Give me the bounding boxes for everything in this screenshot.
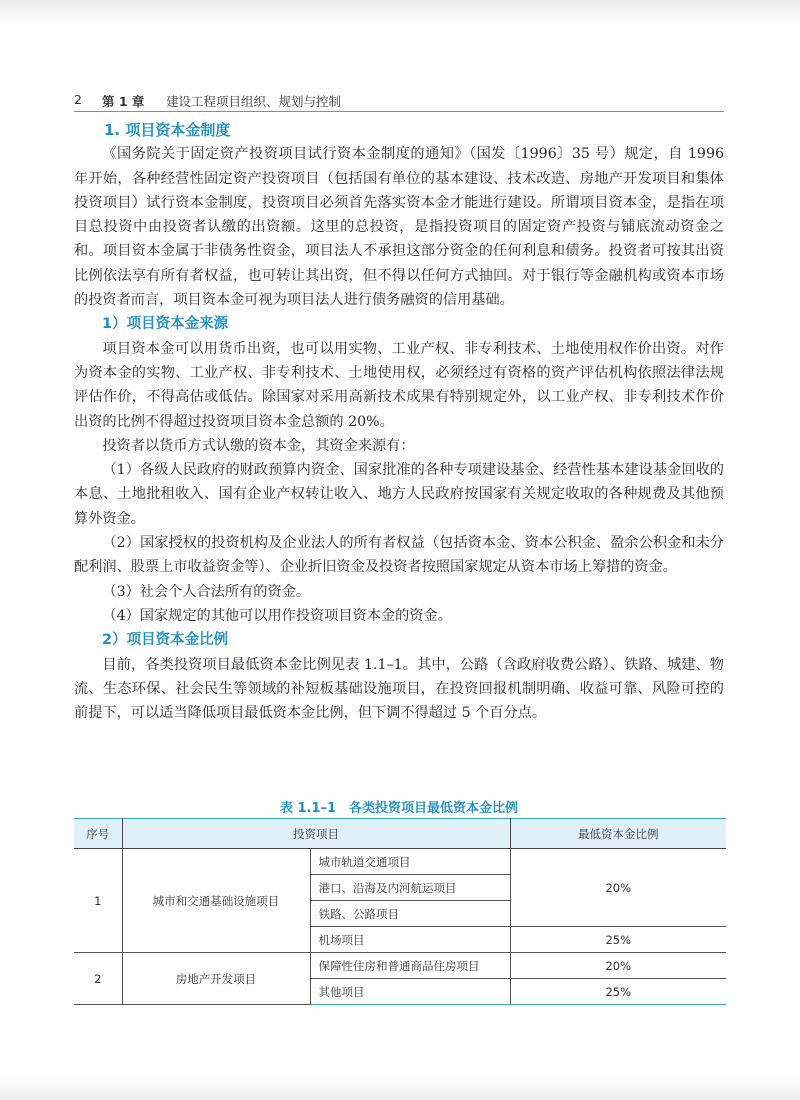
subsection-heading-sources: 1）项目资本金来源 [102, 316, 229, 333]
header-index: 序号 [74, 819, 122, 849]
page-number: 2 [74, 92, 82, 107]
sources-paragraph: 项目资本金可以用货币出资，也可以用实物、工业产权、非专利技术、土地使用权作价出资。对作为资本金的实物、工业产权、非专利技术、土地使用权，必须经过有资格的资产评估机构依照法律法规评估作价，不得高估或低估。除国家对采用高新技术成果有特别规定外，以工业产权、非专利技术作价出资的比例不得超过投资项目资本金总额的 20%。 [74, 340, 724, 430]
sources-item-2: （2）国家授权的投资机构及企业法人的所有者权益（包括资本金、资本公积金、盈余公积金和未分配利润、股票上市收益资金等）、企业折旧资金及投资者按照国家规定从资本市场上筹措的资金。 [74, 535, 724, 576]
table-row [74, 849, 726, 875]
sources-item-1: （1）各级人民政府的财政预算内资金、国家批准的各种专项建设基金、经营性基本建设基金回收的本息、土地批租收入、国有企业产权转让收入、地方人民政府按国家有关规定收取的各种规费及其他预算外资金。 [74, 462, 724, 527]
running-header [74, 90, 724, 110]
table-row [74, 953, 726, 979]
row-item: 机场项目 [310, 927, 510, 953]
row-item: 保障性住房和普通商品住房项目 [310, 953, 510, 979]
table-header-row [74, 819, 726, 849]
row-index: 2 [74, 953, 122, 1005]
header-ratio: 最低资本金比例 [510, 819, 726, 849]
row-category: 房地产开发项目 [122, 953, 310, 1005]
sources-item-3: （3）社会个人合法所有的资金。 [102, 583, 311, 600]
sources-lead-paragraph: 投资者以货币方式认缴的资本金，其资金来源有： [102, 437, 415, 454]
page-body [74, 118, 724, 725]
row-ratio: 20% [510, 953, 726, 979]
sources-item-4: （4）国家规定的其他可以用作投资项目资本金的资金。 [102, 607, 452, 624]
subsection-heading-ratio: 2）项目资本金比例 [102, 632, 229, 649]
row-item: 城市轨道交通项目 [310, 849, 510, 875]
row-ratio: 25% [510, 979, 726, 1005]
section-intro-paragraph: 《国务院关于固定资产投资项目试行资本金制度的通知》（国发〔1996〕35 号）规定，自 1996 年开始，各种经营性固定资产投资项目（包括国有单位的基本建设、技术改造、房地产开发项目和集体投资项目）试行资本金制度，投资项目必须首先落实资本金才能进行建设。所谓项目资本金，是指在项目总投资中由投资者认缴的出资额。这里的总投资，是指投资项目的固定资产投资与铺底流动资金之和。项目资本金属于非债务性资金，项目法人不承担这部分资金的任何利息和债务。投资者可按其出资比例依法享有所有者权益，也可转让其出资，但不得以任何方式抽回。对于银行等金融机构或资本市场的投资者而言，项目资本金可视为项目法人进行债务融资的信用基础。 [74, 146, 724, 309]
row-ratio: 20% [510, 849, 726, 927]
ratio-paragraph: 目前，各类投资项目最低资本金比例见表 1.1–1。其中，公路（含政府收费公路）、铁路、城建、物流、生态环保、社会民生等领域的补短板基础设施项目，在投资回报机制明确、收益可靠、风险可控的前提下，可以适当降低项目最低资本金比例，但下调不得超过 5 个百分点。 [74, 656, 724, 722]
chapter-label: 第 1 章 [102, 94, 145, 109]
row-item: 铁路、公路项目 [310, 901, 510, 927]
scan-shadow-top [0, 0, 800, 24]
scan-shadow-bottom [0, 1076, 800, 1100]
section-heading: 1. 项目资本金制度 [104, 121, 231, 139]
row-item: 其他项目 [310, 979, 510, 1005]
chapter-title: 建设工程项目组织、规划与控制 [166, 94, 342, 109]
header-project: 投资项目 [122, 819, 510, 849]
table-caption: 表 1.1–1 各类投资项目最低资本金比例 [279, 801, 519, 816]
capital-ratio-table [74, 818, 726, 1005]
row-item: 港口、沿海及内河航运项目 [310, 875, 510, 901]
row-category: 城市和交通基础设施项目 [122, 849, 310, 953]
header-divider [74, 111, 724, 112]
row-index: 1 [74, 849, 122, 953]
row-ratio: 25% [510, 927, 726, 953]
